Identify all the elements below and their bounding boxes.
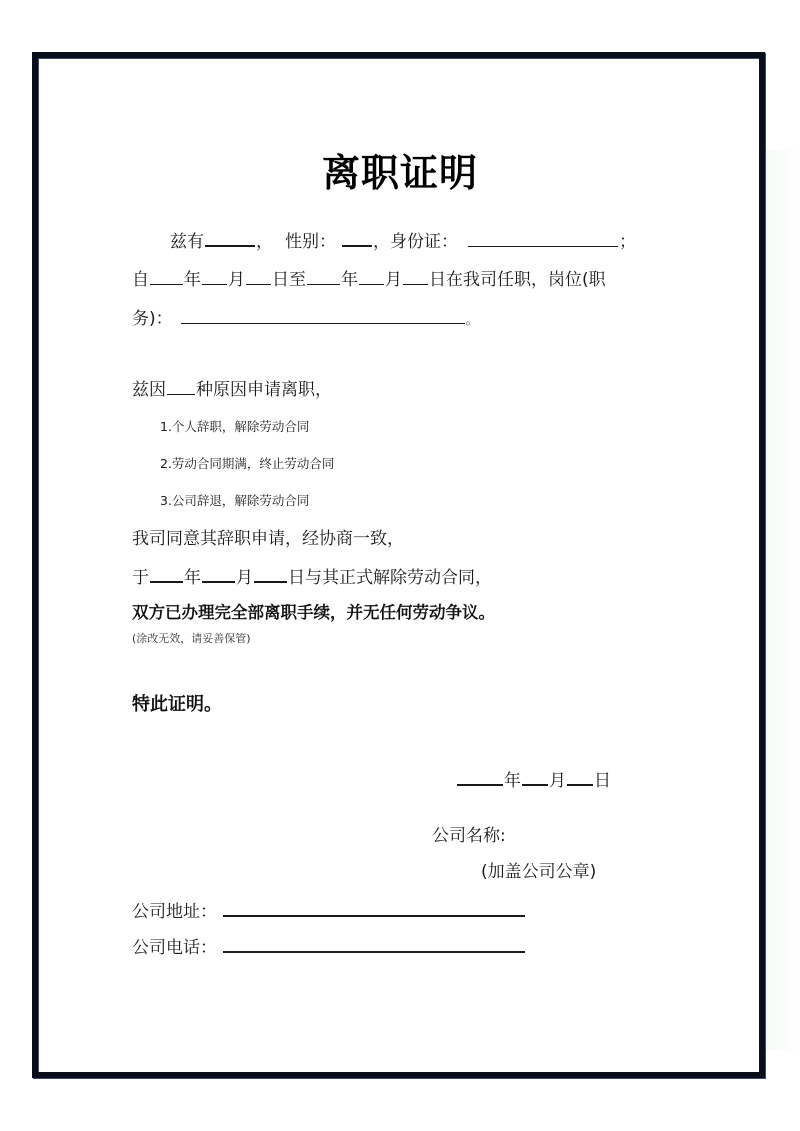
day-text: 日 xyxy=(594,771,611,791)
comma: ， xyxy=(256,232,273,252)
id-blank[interactable] xyxy=(468,230,618,247)
reason-option-1: 1.个人辞职，解除劳动合同 xyxy=(160,419,310,434)
para1-line3 xyxy=(132,307,478,331)
signature-date xyxy=(456,768,611,793)
termination-month-blank[interactable] xyxy=(202,565,235,583)
sign-day-blank[interactable] xyxy=(567,768,593,786)
agreement-line3: 双方已办理完全部离职手续，并无任何劳动争议。 xyxy=(132,603,495,622)
phone-label: 公司电话： xyxy=(132,938,217,958)
reason-line xyxy=(132,378,332,402)
para1-line2 xyxy=(132,268,606,292)
year-text: 年 xyxy=(341,270,358,290)
seal-note: (加盖公司公章) xyxy=(481,862,597,882)
agreement-line1: 我司同意其辞职申请，经协商一致， xyxy=(132,529,404,549)
address-label: 公司地址： xyxy=(132,902,217,922)
start-year-blank[interactable] xyxy=(150,268,183,285)
day-to-text: 日至 xyxy=(272,270,306,290)
document-title: 离职证明 xyxy=(321,151,478,195)
period: 。 xyxy=(465,312,479,327)
end-year-blank[interactable] xyxy=(307,268,340,285)
semicolon: ； xyxy=(619,232,636,252)
reason-option-2: 2.劳动合同期满，终止劳动合同 xyxy=(160,456,335,471)
address-blank[interactable] xyxy=(223,899,525,917)
end-day-blank[interactable] xyxy=(403,268,428,285)
gender-label: 性别： xyxy=(285,232,336,252)
termination-day-blank[interactable] xyxy=(254,565,287,583)
termination-year-blank[interactable] xyxy=(150,565,183,583)
page-edge-shadow xyxy=(766,150,800,1050)
year-text: 年 xyxy=(184,270,201,290)
certify-text: 特此证明。 xyxy=(132,694,222,715)
month-text: 月 xyxy=(228,270,245,290)
employment-text: 日在我司任职，岗位(职 xyxy=(429,270,606,290)
position-label: 务)： xyxy=(132,309,173,329)
year-text: 年 xyxy=(184,568,201,588)
month-text: 月 xyxy=(385,270,402,290)
id-label: 身份证： xyxy=(390,232,458,252)
company-address-row xyxy=(132,899,526,924)
on-text: 于 xyxy=(132,568,149,588)
reason-option-3: 3.公司辞退，解除劳动合同 xyxy=(160,493,310,508)
position-blank[interactable] xyxy=(181,307,465,324)
name-blank[interactable] xyxy=(205,229,255,247)
gender-blank[interactable] xyxy=(342,229,372,247)
termination-text: 日与其正式解除劳动合同， xyxy=(288,568,492,588)
month-text: 月 xyxy=(236,568,253,588)
reason-blank[interactable] xyxy=(167,378,195,395)
reason-prefix: 兹因 xyxy=(132,380,166,400)
prefix-text: 兹有 xyxy=(170,232,204,252)
start-day-blank[interactable] xyxy=(246,268,271,285)
sign-month-blank[interactable] xyxy=(522,768,548,786)
agreement-line2 xyxy=(132,565,492,590)
validity-note: (涂改无效，请妥善保管) xyxy=(132,632,251,645)
sign-year-blank[interactable] xyxy=(457,768,503,786)
para1-line1 xyxy=(170,229,636,254)
month-text: 月 xyxy=(549,771,566,791)
reason-suffix: 种原因申请离职， xyxy=(196,380,332,400)
company-name-label: 公司名称: xyxy=(432,826,506,846)
from-text: 自 xyxy=(132,270,149,290)
start-month-blank[interactable] xyxy=(202,268,227,285)
company-phone-row xyxy=(132,935,526,960)
year-text: 年 xyxy=(504,771,521,791)
phone-blank[interactable] xyxy=(223,935,525,953)
comma: ， xyxy=(373,232,390,252)
end-month-blank[interactable] xyxy=(359,268,384,285)
